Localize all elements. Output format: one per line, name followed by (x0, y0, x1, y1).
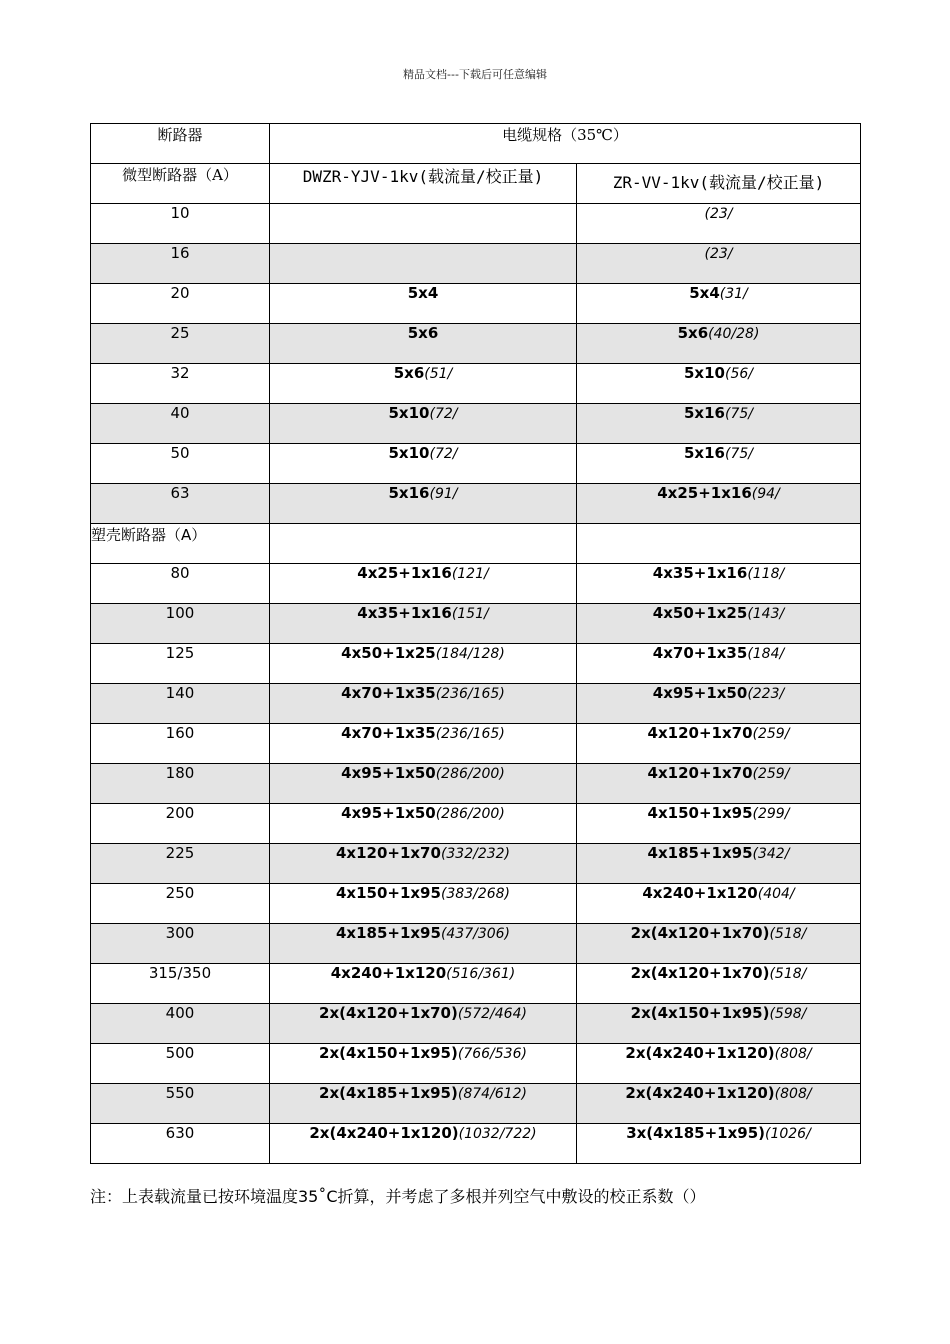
breaker-rating: 20 (91, 284, 270, 324)
ampacity-value: (518/ (769, 926, 807, 942)
cable-size: 2x(4x240+1x120) (309, 1124, 459, 1142)
cable-size: 5x10 (684, 364, 725, 382)
breaker-rating: 400 (91, 1004, 270, 1044)
cable-size: 4x240+1x120 (642, 884, 758, 902)
ampacity-value: (23/ (704, 206, 733, 222)
breaker-rating: 250 (91, 884, 270, 924)
dwzr-cell (270, 244, 577, 284)
ampacity-value: (299/ (752, 806, 790, 822)
zr-cell (577, 964, 861, 1004)
cable-size: 4x95+1x50 (341, 804, 436, 822)
zr-cell (577, 844, 861, 884)
ampacity-value: (516/361) (446, 966, 516, 982)
ampacity-value: (383/268) (440, 886, 511, 902)
table-row (91, 324, 861, 364)
dwzr-cell (270, 1044, 577, 1084)
cable-size: 2x(4x120+1x70) (630, 924, 770, 942)
mini-breaker-header: 微型断路器（A） (91, 164, 270, 204)
cable-size: 5x16 (388, 484, 430, 502)
zr-cell (577, 724, 861, 764)
table-row (91, 964, 861, 1004)
zr-cell (577, 484, 861, 524)
ampacity-value: (598/ (769, 1006, 807, 1022)
ampacity-value: (184/128) (435, 646, 505, 662)
table-row (91, 924, 861, 964)
dwzr-cell (270, 884, 577, 924)
cable-size: 5x6 (407, 324, 439, 342)
zr-column-header: ZR-VV-1kv(载流量/校正量) (577, 164, 861, 204)
dwzr-cell (270, 724, 577, 764)
breaker-header: 断路器 (91, 124, 270, 164)
ampacity-value: (1026/ (765, 1126, 811, 1142)
table-row (91, 484, 861, 524)
breaker-rating: 16 (91, 244, 270, 284)
cable-size: 4x120+1x70 (335, 844, 441, 862)
dwzr-cell (270, 644, 577, 684)
cable-size: 4x240+1x120 (330, 964, 447, 982)
table-row (91, 244, 861, 284)
ampacity-value: (236/165) (435, 726, 505, 742)
cable-size: 5x4 (689, 284, 720, 302)
dwzr-cell (270, 404, 577, 444)
table-row (91, 844, 861, 884)
ampacity-value: (75/ (725, 406, 753, 422)
dwzr-cell (270, 1004, 577, 1044)
zr-cell (577, 364, 861, 404)
zr-cell (577, 644, 861, 684)
cable-size: 5x16 (684, 444, 725, 462)
breaker-rating: 32 (91, 364, 270, 404)
breaker-rating: 550 (91, 1084, 270, 1124)
table-row (91, 1084, 861, 1124)
cable-size: 2x(4x240+1x120) (625, 1084, 775, 1102)
dwzr-cell (270, 804, 577, 844)
ampacity-value: (75/ (725, 446, 753, 462)
ampacity-value: (572/464) (457, 1006, 527, 1022)
cable-size: 2x(4x240+1x120) (625, 1044, 775, 1062)
zr-cell (577, 204, 861, 244)
ampacity-value: (31/ (719, 286, 748, 302)
cable-size: 4x25+1x16 (657, 484, 752, 502)
zr-cell (577, 444, 861, 484)
ampacity-value: (342/ (752, 846, 790, 862)
breaker-rating: 300 (91, 924, 270, 964)
table-row (91, 564, 861, 604)
table-row (91, 804, 861, 844)
breaker-rating: 630 (91, 1124, 270, 1164)
cable-size: 5x16 (684, 404, 725, 422)
cable-spec-table (90, 123, 861, 1164)
zr-cell (577, 1084, 861, 1124)
ampacity-value: (72/ (429, 446, 458, 462)
zr-cell (577, 804, 861, 844)
breaker-rating: 315/350 (91, 964, 270, 1004)
cable-size: 2x(4x185+1x95) (319, 1084, 458, 1102)
cable-spec-header: 电缆规格（35℃） (270, 124, 861, 164)
zr-cell (577, 684, 861, 724)
cable-size: 4x70+1x35 (341, 724, 436, 742)
table-row (91, 364, 861, 404)
breaker-rating: 40 (91, 404, 270, 444)
dwzr-cell (270, 604, 577, 644)
dwzr-cell (270, 924, 577, 964)
ampacity-value: (766/536) (457, 1046, 527, 1062)
zr-cell (577, 244, 861, 284)
ampacity-value: (332/232) (440, 846, 511, 862)
breaker-rating: 50 (91, 444, 270, 484)
table-row (91, 444, 861, 484)
ampacity-value: (808/ (774, 1046, 812, 1062)
ampacity-value: (121/ (451, 566, 489, 582)
cable-size: 4x35+1x16 (357, 604, 452, 622)
cable-size: 3x(4x185+1x95) (626, 1124, 765, 1142)
breaker-rating: 10 (91, 204, 270, 244)
dwzr-cell (270, 364, 577, 404)
ampacity-value: (1032/722) (458, 1126, 537, 1142)
dwzr-cell (270, 1124, 577, 1164)
table-row (91, 884, 861, 924)
zr-cell (577, 284, 861, 324)
watermark-header: 精品文档---下载后可任意编辑 (403, 68, 547, 81)
ampacity-value: (874/612) (457, 1086, 527, 1102)
zr-cell (577, 404, 861, 444)
ampacity-value: (259/ (752, 726, 790, 742)
cable-size: 4x95+1x50 (652, 684, 748, 702)
dwzr-cell (270, 484, 577, 524)
cable-size: 4x70+1x35 (652, 644, 748, 662)
zr-cell (577, 884, 861, 924)
zr-cell (577, 1004, 861, 1044)
ampacity-value: (404/ (757, 886, 795, 902)
ampacity-value: (72/ (429, 406, 458, 422)
empty-cell (577, 524, 861, 564)
ampacity-value: (40/28) (708, 326, 760, 342)
zr-cell (577, 324, 861, 364)
ampacity-value: (118/ (747, 566, 785, 582)
table-row (91, 764, 861, 804)
dwzr-cell (270, 204, 577, 244)
cable-size: 5x10 (388, 444, 430, 462)
dwzr-cell (270, 684, 577, 724)
ampacity-value: (808/ (774, 1086, 812, 1102)
molded-breaker-label: 塑壳断路器（A） (91, 524, 270, 564)
header-row-2 (91, 164, 861, 204)
zr-cell (577, 1124, 861, 1164)
cable-size: 4x25+1x16 (357, 564, 452, 582)
zr-cell (577, 564, 861, 604)
dwzr-cell (270, 844, 577, 884)
breaker-rating: 100 (91, 604, 270, 644)
ampacity-value: (23/ (704, 246, 733, 262)
ampacity-value: (286/200) (435, 806, 505, 822)
breaker-rating: 200 (91, 804, 270, 844)
breaker-rating: 25 (91, 324, 270, 364)
cable-size: 4x50+1x25 (652, 604, 748, 622)
dwzr-cell (270, 564, 577, 604)
dwzr-cell (270, 284, 577, 324)
breaker-rating: 180 (91, 764, 270, 804)
dwzr-cell (270, 1084, 577, 1124)
footnote: 注：上表载流量已按环境温度35˚C折算，并考虑了多根并列空气中敷设的校正系数（） (90, 1187, 706, 1206)
dwzr-column-header: DWZR-YJV-1kv(载流量/校正量) (270, 164, 577, 204)
cable-size: 4x185+1x95 (335, 924, 441, 942)
zr-cell (577, 604, 861, 644)
breaker-rating: 500 (91, 1044, 270, 1084)
molded-section-row (91, 524, 861, 564)
cable-size: 5x10 (388, 404, 430, 422)
cable-size: 5x6 (393, 364, 425, 382)
cable-size: 4x150+1x95 (647, 804, 753, 822)
breaker-rating: 63 (91, 484, 270, 524)
header-row-1 (91, 124, 861, 164)
cable-size: 4x150+1x95 (335, 884, 441, 902)
ampacity-value: (437/306) (440, 926, 511, 942)
table-row (91, 284, 861, 324)
ampacity-value: (518/ (769, 966, 807, 982)
cable-size: 2x(4x120+1x70) (319, 1004, 458, 1022)
ampacity-value: (56/ (725, 366, 753, 382)
ampacity-value: (151/ (451, 606, 489, 622)
ampacity-value: (259/ (752, 766, 790, 782)
cable-size: 4x185+1x95 (647, 844, 753, 862)
table-row (91, 404, 861, 444)
cable-size: 4x70+1x35 (341, 684, 436, 702)
zr-cell (577, 1044, 861, 1084)
ampacity-value: (236/165) (435, 686, 505, 702)
cable-size: 4x35+1x16 (652, 564, 748, 582)
table-row (91, 1124, 861, 1164)
dwzr-cell (270, 764, 577, 804)
cable-size: 5x6 (677, 324, 709, 342)
cable-size: 4x50+1x25 (341, 644, 436, 662)
cable-size: 2x(4x120+1x70) (630, 964, 770, 982)
breaker-rating: 125 (91, 644, 270, 684)
breaker-rating: 225 (91, 844, 270, 884)
cable-size: 2x(4x150+1x95) (319, 1044, 458, 1062)
ampacity-value: (184/ (747, 646, 785, 662)
ampacity-value: (143/ (747, 606, 785, 622)
cable-size: 2x(4x150+1x95) (630, 1004, 770, 1022)
table-row (91, 604, 861, 644)
table-row (91, 644, 861, 684)
ampacity-value: (223/ (747, 686, 785, 702)
dwzr-cell (270, 324, 577, 364)
cable-size: 5x4 (407, 284, 439, 302)
zr-cell (577, 764, 861, 804)
table-row (91, 684, 861, 724)
table-row (91, 1004, 861, 1044)
ampacity-value: (51/ (424, 366, 453, 382)
cable-size: 4x95+1x50 (341, 764, 436, 782)
cable-size: 4x120+1x70 (647, 764, 753, 782)
cable-size: 4x120+1x70 (647, 724, 753, 742)
table-row (91, 1044, 861, 1084)
dwzr-cell (270, 964, 577, 1004)
breaker-rating: 160 (91, 724, 270, 764)
ampacity-value: (94/ (751, 486, 780, 502)
breaker-rating: 80 (91, 564, 270, 604)
zr-cell (577, 924, 861, 964)
breaker-rating: 140 (91, 684, 270, 724)
table-row (91, 204, 861, 244)
ampacity-value: (91/ (429, 486, 458, 502)
dwzr-cell (270, 444, 577, 484)
table-row (91, 724, 861, 764)
empty-cell (270, 524, 577, 564)
ampacity-value: (286/200) (435, 766, 505, 782)
